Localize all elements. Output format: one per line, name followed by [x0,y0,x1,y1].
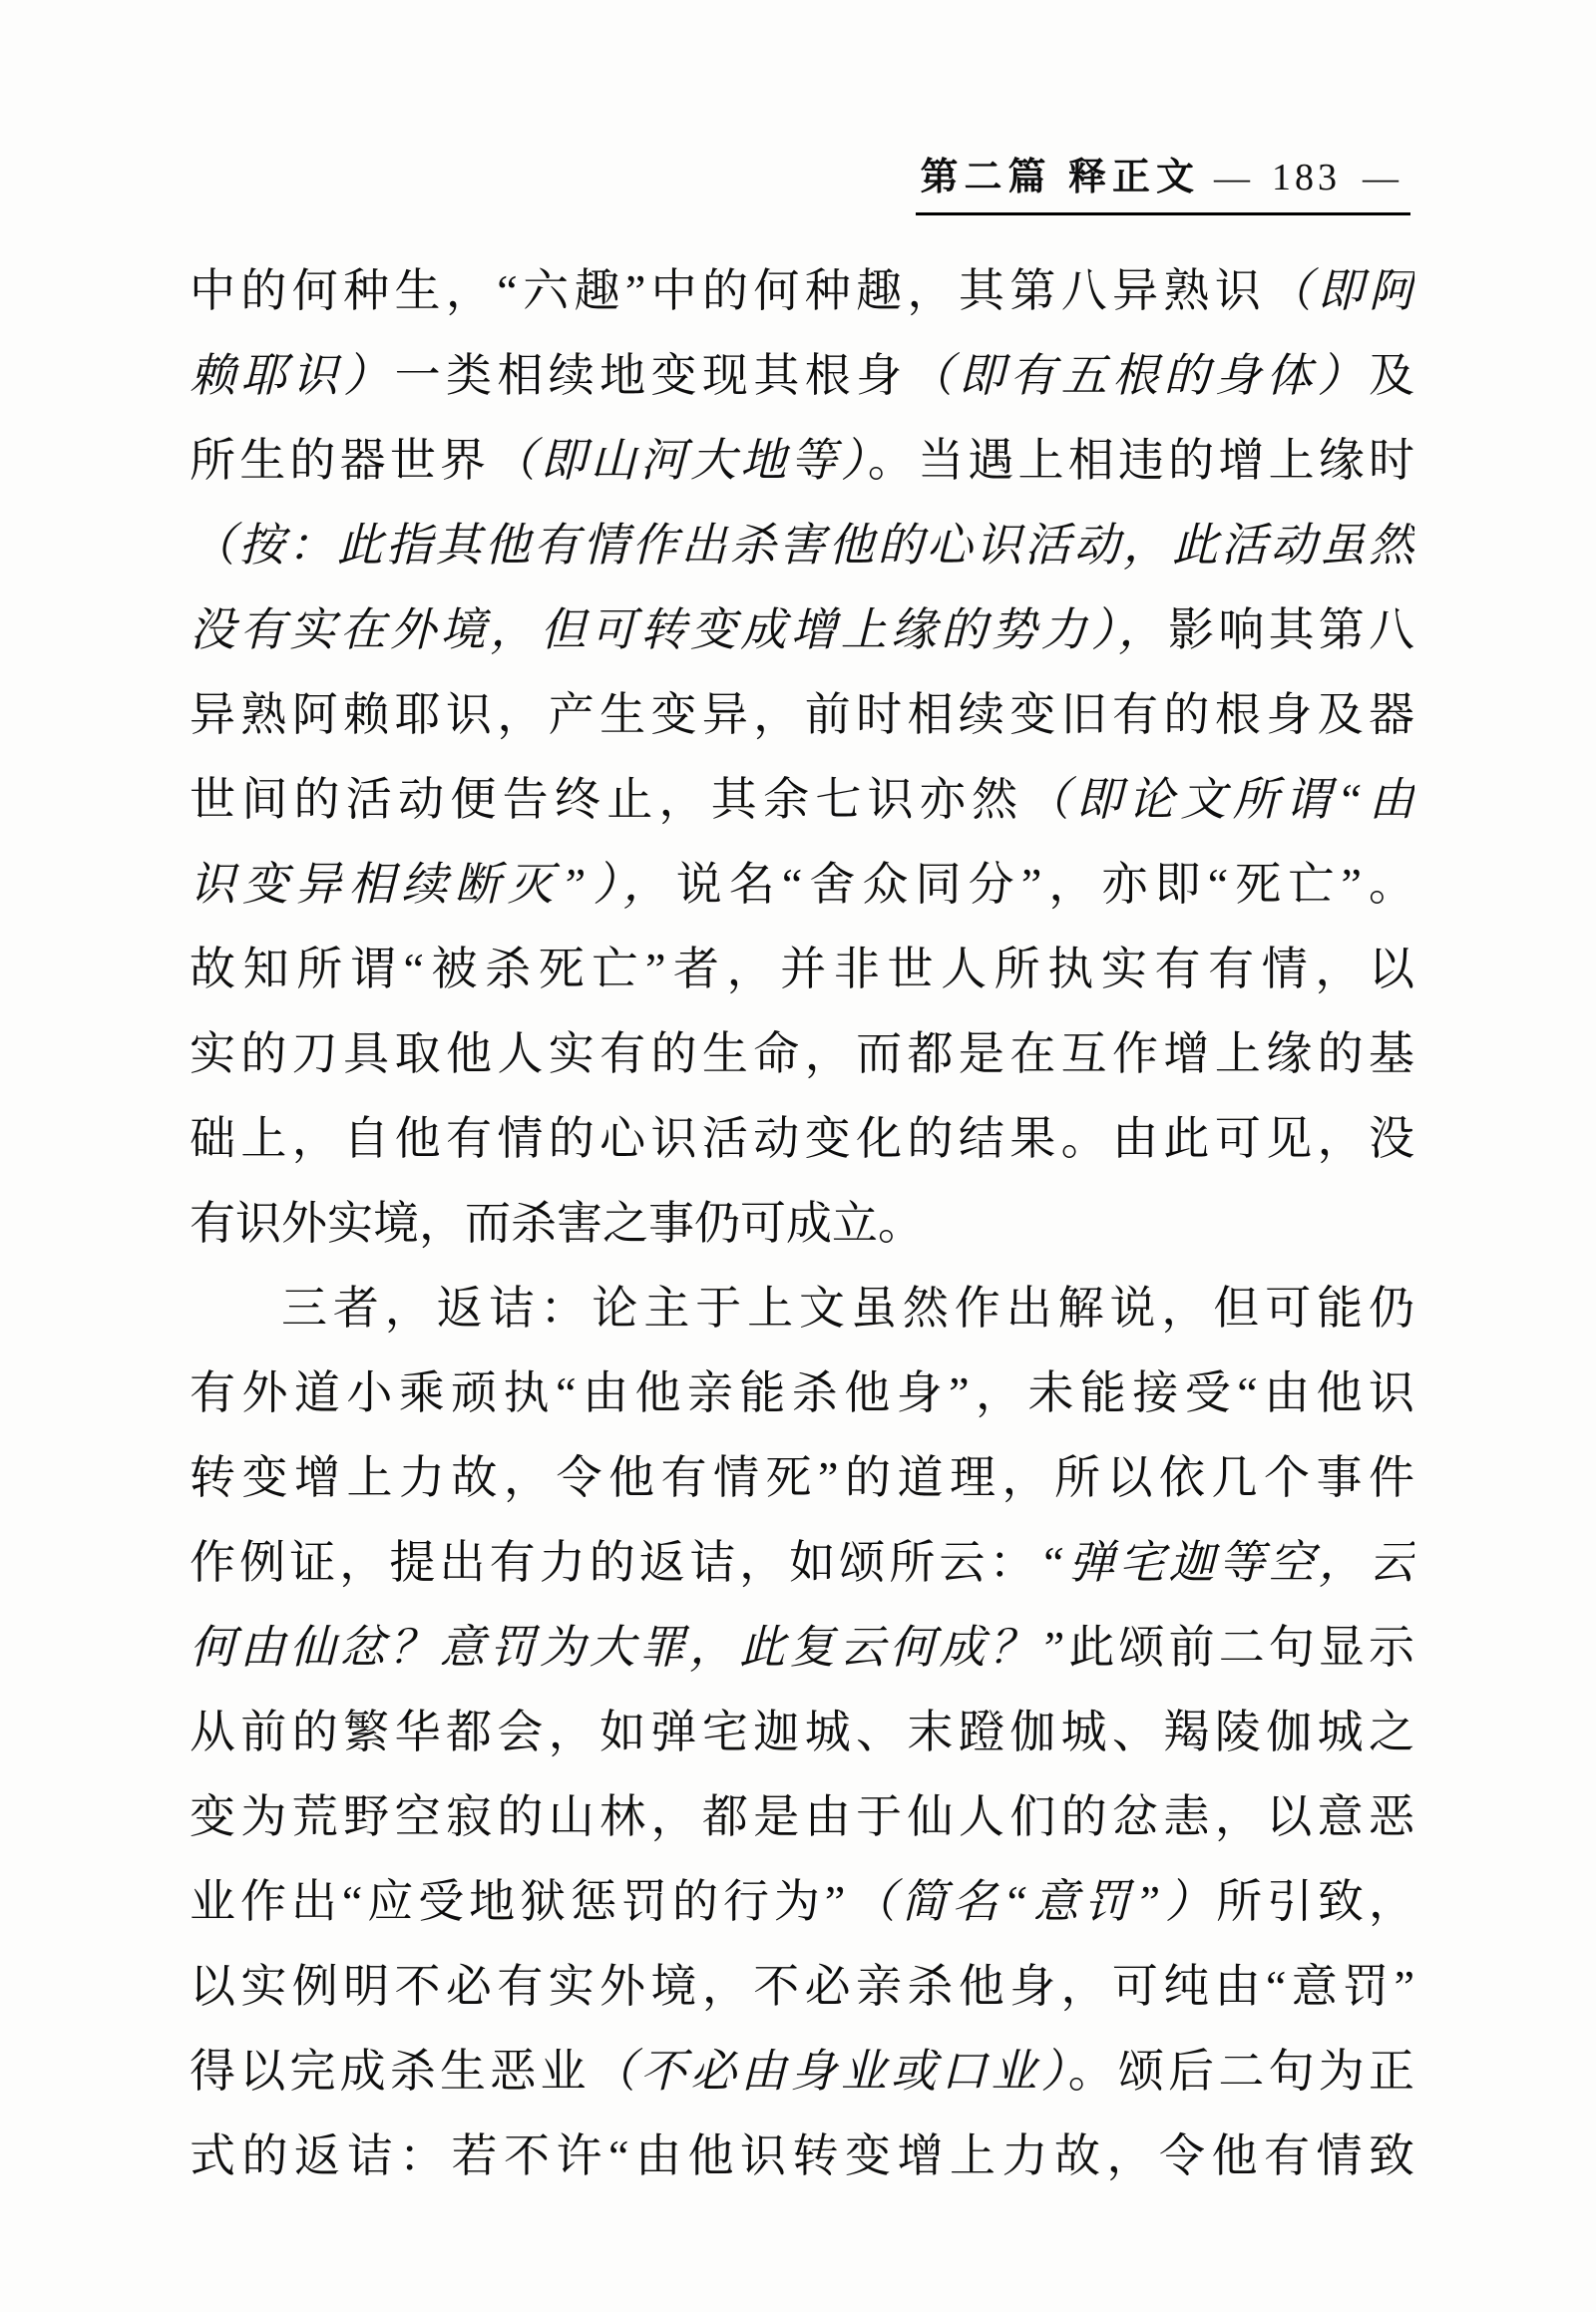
text-segment: 世间的活动便告终止，其余七识亦然 [190,774,1024,825]
text-segment: 得以完成杀生恶业 [190,2046,591,2097]
text-line [190,1690,1414,1774]
text-segment: 式的返诘：若不许“由他识转变增上力故，令他有情致 [190,2130,1414,2181]
annotation-segment: （即有五根的身体） [907,350,1370,401]
text-segment: 中的何种生，“六趣”中的何种趣，其第八异熟识 [190,265,1267,316]
annotation-segment: 赖耶识） [190,350,395,401]
annotation-segment: （按：此指其他有情作出杀害他的心识活动，此活动虽然 [190,520,1414,571]
running-head [916,146,1410,215]
text-segment: 三者，返诘：论主于上文虽然作出解说，但可能仍 [281,1283,1414,1334]
text-line [190,2114,1414,2198]
text-segment: 变为荒野空寂的山林，都是由于仙人们的忿恚，以意恶 [190,1791,1414,1842]
text-segment: 业作出“应受地狱惩罚的行为” [190,1876,846,1927]
annotation-segment: 何由仙忿？意罚为大罪，此复云何成？” [190,1622,1065,1673]
text-line [190,587,1414,672]
text-line [190,927,1414,1011]
annotation-segment: “弹宅迦等空，云 [1038,1537,1414,1588]
annotation-segment: （即论文所谓“由 [1023,774,1414,825]
text-segment: 从前的繁华都会，如弹宅迦城、末蹬伽城、羯陵伽城之 [190,1707,1414,1757]
text-line [190,1096,1414,1181]
text-line [190,418,1414,503]
page-number-left-dash: — [1214,158,1250,197]
text-line [190,248,1414,333]
annotation-segment: （即阿 [1266,265,1414,316]
text-segment: 转变增上力故，令他有情死”的道理，所以依几个事件 [190,1452,1414,1503]
running-head-rule [916,146,1410,215]
text-line [190,503,1414,587]
text-line [190,1350,1414,1435]
annotation-segment: 识变异相续断灭”）， [190,859,676,910]
text-segment: 所生的器世界 [190,435,491,486]
body-text [190,248,1414,2198]
text-segment: 。当遇上相违的增上缘时 [867,435,1414,486]
text-segment: 以实例明不必有实外境，不必亲杀他身，可纯由“意罚” [190,1961,1414,2012]
text-segment: 说名“舍众同分”，亦即“死亡”。 [675,859,1414,910]
text-line [190,1605,1414,1690]
text-line [190,672,1414,757]
text-line [190,1011,1414,1096]
text-segment: 。颂后二句为正 [1067,2046,1414,2097]
annotation-segment: （即山河大地等） [490,435,868,486]
text-line [190,1266,1414,1350]
text-segment: 异熟阿赖耶识，产生变异，前时相续变旧有的根身及器 [190,689,1414,740]
text-segment: 实的刀具取他人实有的生命，而都是在互作增上缘的基 [190,1028,1414,1079]
text-line [190,333,1414,418]
annotation-segment: （不必由身业或口业） [590,2046,1068,2097]
text-line [190,1435,1414,1520]
text-line [190,1181,1414,1266]
text-segment: 作例证，提出有力的返诘，如颂所云： [190,1537,1039,1588]
text-line [190,2029,1414,2114]
text-segment: 及 [1369,350,1414,401]
annotation-segment: （简名“意罚”） [845,1876,1217,1927]
text-segment: 础上，自他有情的心识活动变化的结果。由此可见，没 [190,1113,1414,1164]
text-segment: 所引致， [1216,1876,1414,1927]
text-segment: 影响其第八 [1168,604,1414,655]
page-number: 183 [1272,157,1341,198]
text-segment: 有外道小乘顽执“由他亲能杀他身”，未能接受“由他识 [190,1367,1414,1418]
text-line [190,1520,1414,1605]
text-segment: 此颂前二句显示 [1064,1622,1414,1673]
text-segment: 一类相续地变现其根身 [394,350,908,401]
chapter-title: 第二篇 释正文 [920,157,1200,198]
annotation-segment: 没有实在外境，但可转变成增上缘的势力）， [190,604,1169,655]
text-line [190,1774,1414,1859]
page-number-right-dash: — [1363,158,1398,197]
text-line [190,1944,1414,2029]
text-line [190,842,1414,927]
text-line [190,1859,1414,1944]
text-segment: 有识外实境，而杀害之事仍可成立。 [190,1198,924,1249]
text-segment: 故知所谓“被杀死亡”者，并非世人所执实有有情，以 [190,944,1414,994]
text-line [190,757,1414,842]
